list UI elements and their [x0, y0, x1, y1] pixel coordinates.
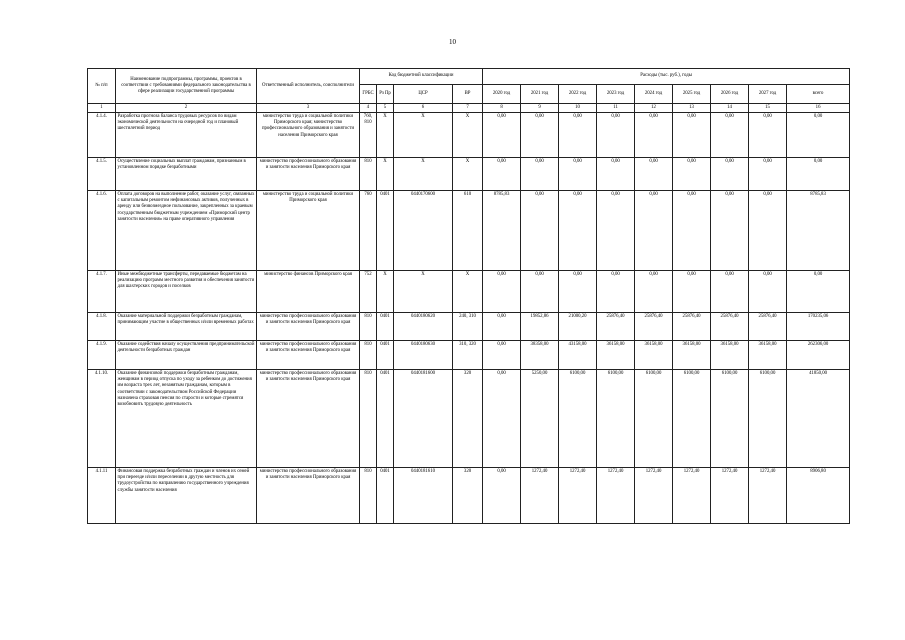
row-value-2022: 0,00	[559, 113, 597, 158]
row-csr: 0440181600	[394, 370, 453, 468]
row-value-2022: 0,00	[559, 158, 597, 191]
row-value-total: 41850,00	[787, 370, 850, 468]
row-value-2022: 43158,00	[559, 341, 597, 370]
row-name: Оплата договоров на выполнение работ, оказание услуг, связанных с капитальным ремонтом нефинансовых активов, полученных в аренду или безвозмездное пользование, закрепленных за краевым государственным бюджетным учреждением «Приморский центр занятости населения» на праве оперативного управления	[116, 191, 257, 271]
row-num: 4.1.11	[88, 468, 116, 524]
column-index: 1	[88, 104, 116, 113]
header-year-2026: 2026 год	[711, 85, 749, 104]
row-value-2027: 0,00	[749, 271, 787, 313]
row-value-total: 0,00	[787, 271, 850, 313]
row-executor: министерство труда и социальной политики Приморского края	[257, 191, 360, 271]
row-value-total: 0,00	[787, 158, 850, 191]
column-index: 15	[749, 104, 787, 113]
table-row	[88, 191, 850, 271]
row-value-2023: 6100,00	[597, 370, 635, 468]
row-value-2021: 0,00	[521, 191, 559, 271]
row-vr: 320	[453, 370, 483, 468]
row-value-2026: 0,00	[711, 191, 749, 271]
budget-table	[87, 68, 850, 524]
row-grbs: 810	[360, 341, 377, 370]
row-rzpr: X	[377, 113, 394, 158]
row-value-2021: 5250,00	[521, 370, 559, 468]
table-row	[88, 313, 850, 341]
row-value-2024: 0,00	[635, 158, 673, 191]
row-value-2026: 0,00	[711, 158, 749, 191]
row-csr: X	[394, 158, 453, 191]
header-grbs: ГРБС	[360, 85, 377, 104]
header-year-2023: 2023 год	[597, 85, 635, 104]
row-value-2025: 0,00	[673, 158, 711, 191]
column-index-row	[88, 104, 850, 113]
row-value-2021: 0,00	[521, 271, 559, 313]
row-num: 4.1.9.	[88, 341, 116, 370]
row-grbs: 810	[360, 370, 377, 468]
row-value-2026: 0,00	[711, 113, 749, 158]
row-value-total: 8906,80	[787, 468, 850, 524]
row-value-2024: 0,00	[635, 271, 673, 313]
row-value-2022: 6100,00	[559, 370, 597, 468]
table-row	[88, 271, 850, 313]
row-executor: министерство профессионального образования и занятости населения Приморского края	[257, 158, 360, 191]
row-value-2027: 1272,40	[749, 468, 787, 524]
row-value-2026: 36158,00	[711, 341, 749, 370]
row-value-total: 8785,83	[787, 191, 850, 271]
header-year-2024: 2024 год	[635, 85, 673, 104]
column-index: 7	[453, 104, 483, 113]
row-value-2020: 8785,83	[483, 191, 521, 271]
row-grbs: 760	[360, 191, 377, 271]
header-year-2021: 2021 год	[521, 85, 559, 104]
row-num: 4.1.8.	[88, 313, 116, 341]
row-num: 4.1.10.	[88, 370, 116, 468]
column-index: 12	[635, 104, 673, 113]
header-year-2022: 2022 год	[559, 85, 597, 104]
header-total: всего	[787, 85, 850, 104]
row-value-total: 0,00	[787, 113, 850, 158]
row-value-2024: 0,00	[635, 191, 673, 271]
table-row	[88, 370, 850, 468]
header-year-2027: 2027 год	[749, 85, 787, 104]
row-value-2024: 36158,00	[635, 341, 673, 370]
row-name: Оказание финансовой поддержки безработным гражданам, женщинам в период отпуска по уходу за ребенком до достижения им возраста трех лет, незанятым гражданам, которым в соответствии с законодательством Российской Федерации назначена страховая пенсия по старости и которые стремятся возобновить трудовую деятельность	[116, 370, 257, 468]
row-value-2023: 36158,00	[597, 341, 635, 370]
row-value-2023: 0,00	[597, 158, 635, 191]
row-value-2027: 25876,40	[749, 313, 787, 341]
table-row	[88, 113, 850, 158]
row-value-2020: 0,00	[483, 468, 521, 524]
table-row	[88, 158, 850, 191]
row-value-2022: 1272,40	[559, 468, 597, 524]
row-value-2021: 1272,40	[521, 468, 559, 524]
row-value-2027: 36158,00	[749, 341, 787, 370]
row-grbs: 810	[360, 313, 377, 341]
header-num: № п/п	[88, 69, 116, 104]
row-value-2023: 0,00	[597, 271, 635, 313]
row-name: Разработка прогноза баланса трудовых ресурсов по видам экономической деятельности на очередной год и плановый шестилетний период	[116, 113, 257, 158]
header-year-2020: 2020 год	[483, 85, 521, 104]
row-vr: 310, 320	[453, 341, 483, 370]
row-csr: 0440170600	[394, 191, 453, 271]
row-value-2020: 0,00	[483, 313, 521, 341]
row-vr: X	[453, 158, 483, 191]
row-value-2020: 0,00	[483, 113, 521, 158]
column-index: 5	[377, 104, 394, 113]
row-num: 4.1.7.	[88, 271, 116, 313]
row-csr: 0440181610	[394, 468, 453, 524]
row-csr: 0440180630	[394, 341, 453, 370]
header-expense-group: Расходы (тыс. руб.), годы	[483, 69, 850, 85]
row-value-2027: 0,00	[749, 158, 787, 191]
header-rzpr: Рз Пр	[377, 85, 394, 104]
page-number: 10	[449, 38, 456, 46]
row-value-2021: 19852,86	[521, 313, 559, 341]
row-value-2022: 0,00	[559, 191, 597, 271]
row-vr: X	[453, 271, 483, 313]
row-value-2021: 0,00	[521, 158, 559, 191]
column-index: 8	[483, 104, 521, 113]
row-value-2022: 21000,20	[559, 313, 597, 341]
row-vr: 320	[453, 468, 483, 524]
row-value-2025: 0,00	[673, 271, 711, 313]
row-grbs: 810	[360, 468, 377, 524]
row-value-2021: 38358,00	[521, 341, 559, 370]
header-csr: ЦСР	[394, 85, 453, 104]
row-value-2023: 0,00	[597, 191, 635, 271]
row-vr: X	[453, 113, 483, 158]
row-name: Осуществление социальных выплат гражданам, признанным в установленном порядке безработными	[116, 158, 257, 191]
column-index: 11	[597, 104, 635, 113]
row-value-2021: 0,00	[521, 113, 559, 158]
row-value-2025: 6100,00	[673, 370, 711, 468]
row-rzpr: X	[377, 158, 394, 191]
row-executor: министерство профессионального образования и занятости населения Приморского края	[257, 370, 360, 468]
column-index: 9	[521, 104, 559, 113]
row-value-2025: 0,00	[673, 113, 711, 158]
header-code-group: Код бюджетной классификации	[360, 69, 483, 85]
column-index: 3	[257, 104, 360, 113]
row-csr: X	[394, 271, 453, 313]
row-value-2023: 25876,40	[597, 313, 635, 341]
row-value-total: 262306,00	[787, 341, 850, 370]
row-value-2025: 1272,40	[673, 468, 711, 524]
row-vr: 240, 310	[453, 313, 483, 341]
row-rzpr: X	[377, 271, 394, 313]
header-executor: Ответственный исполнитель, соисполнители	[257, 69, 360, 104]
row-value-2026: 6100,00	[711, 370, 749, 468]
column-index: 2	[116, 104, 257, 113]
row-value-2024: 6100,00	[635, 370, 673, 468]
row-name: Оказание материальной поддержки безработным гражданам, принимающим участие в общественных и/или временных работах	[116, 313, 257, 341]
row-csr: X	[394, 113, 453, 158]
row-value-2023: 1272,40	[597, 468, 635, 524]
row-executor: министерство профессионального образования и занятости населения Приморского края	[257, 313, 360, 341]
row-value-2024: 25876,40	[635, 313, 673, 341]
column-index: 6	[394, 104, 453, 113]
row-rzpr: 0401	[377, 313, 394, 341]
row-rzpr: 0401	[377, 468, 394, 524]
row-value-2024: 0,00	[635, 113, 673, 158]
row-value-2026: 1272,40	[711, 468, 749, 524]
row-name: Оказание содействия началу осуществления предпринимательской деятельности безработных граждан	[116, 341, 257, 370]
row-name: Иные межбюджетные трансферты, передаваемые бюджетам на реализацию программ местного развития и обеспечения занятости для шахтерских городов и поселков	[116, 271, 257, 313]
row-value-2025: 25876,40	[673, 313, 711, 341]
row-rzpr: 0401	[377, 370, 394, 468]
row-num: 4.1.5.	[88, 158, 116, 191]
row-grbs: 810	[360, 158, 377, 191]
row-grbs: 752	[360, 271, 377, 313]
row-value-2020: 0,00	[483, 271, 521, 313]
table-row	[88, 341, 850, 370]
row-value-2024: 1272,40	[635, 468, 673, 524]
table-row	[88, 468, 850, 524]
column-index: 10	[559, 104, 597, 113]
row-value-2027: 0,00	[749, 191, 787, 271]
row-value-2027: 0,00	[749, 113, 787, 158]
column-index: 13	[673, 104, 711, 113]
header-name: Наименование подпрограммы, программы, проектов в соответствии с требованиями федерального законодательства в сфере реализации государственной программы	[116, 69, 257, 104]
row-executor: министерство финансов Приморского края	[257, 271, 360, 313]
row-num: 4.1.6.	[88, 191, 116, 271]
row-executor: министерство профессионального образования и занятости населения Приморского края	[257, 468, 360, 524]
header-year-2025: 2025 год	[673, 85, 711, 104]
header-vr: ВР	[453, 85, 483, 104]
row-value-2025: 0,00	[673, 191, 711, 271]
row-value-2020: 0,00	[483, 158, 521, 191]
row-grbs: 760, 810	[360, 113, 377, 158]
row-value-2020: 0,00	[483, 370, 521, 468]
column-index: 14	[711, 104, 749, 113]
row-csr: 0440180620	[394, 313, 453, 341]
column-index: 16	[787, 104, 850, 113]
row-value-2025: 36158,00	[673, 341, 711, 370]
row-value-2027: 6100,00	[749, 370, 787, 468]
row-rzpr: 0401	[377, 341, 394, 370]
row-executor: министерство профессионального образования и занятости населения Приморского края	[257, 341, 360, 370]
row-value-2020: 0,00	[483, 341, 521, 370]
row-value-total: 170235,06	[787, 313, 850, 341]
row-value-2026: 0,00	[711, 271, 749, 313]
row-value-2023: 0,00	[597, 113, 635, 158]
row-num: 4.1.4.	[88, 113, 116, 158]
row-value-2026: 25876,40	[711, 313, 749, 341]
row-value-2022: 0,00	[559, 271, 597, 313]
column-index: 4	[360, 104, 377, 113]
row-name: Финансовая поддержка безработных граждан и членов их семей при переезде и/или переселении в другую местность для трудоустройства по направлению государственного учреждения службы занятости населения	[116, 468, 257, 524]
row-executor: министерство труда и социальной политики Приморского края; министерство профессионального образования и занятости населения Приморского края	[257, 113, 360, 158]
row-vr: 610	[453, 191, 483, 271]
row-rzpr: 0401	[377, 191, 394, 271]
